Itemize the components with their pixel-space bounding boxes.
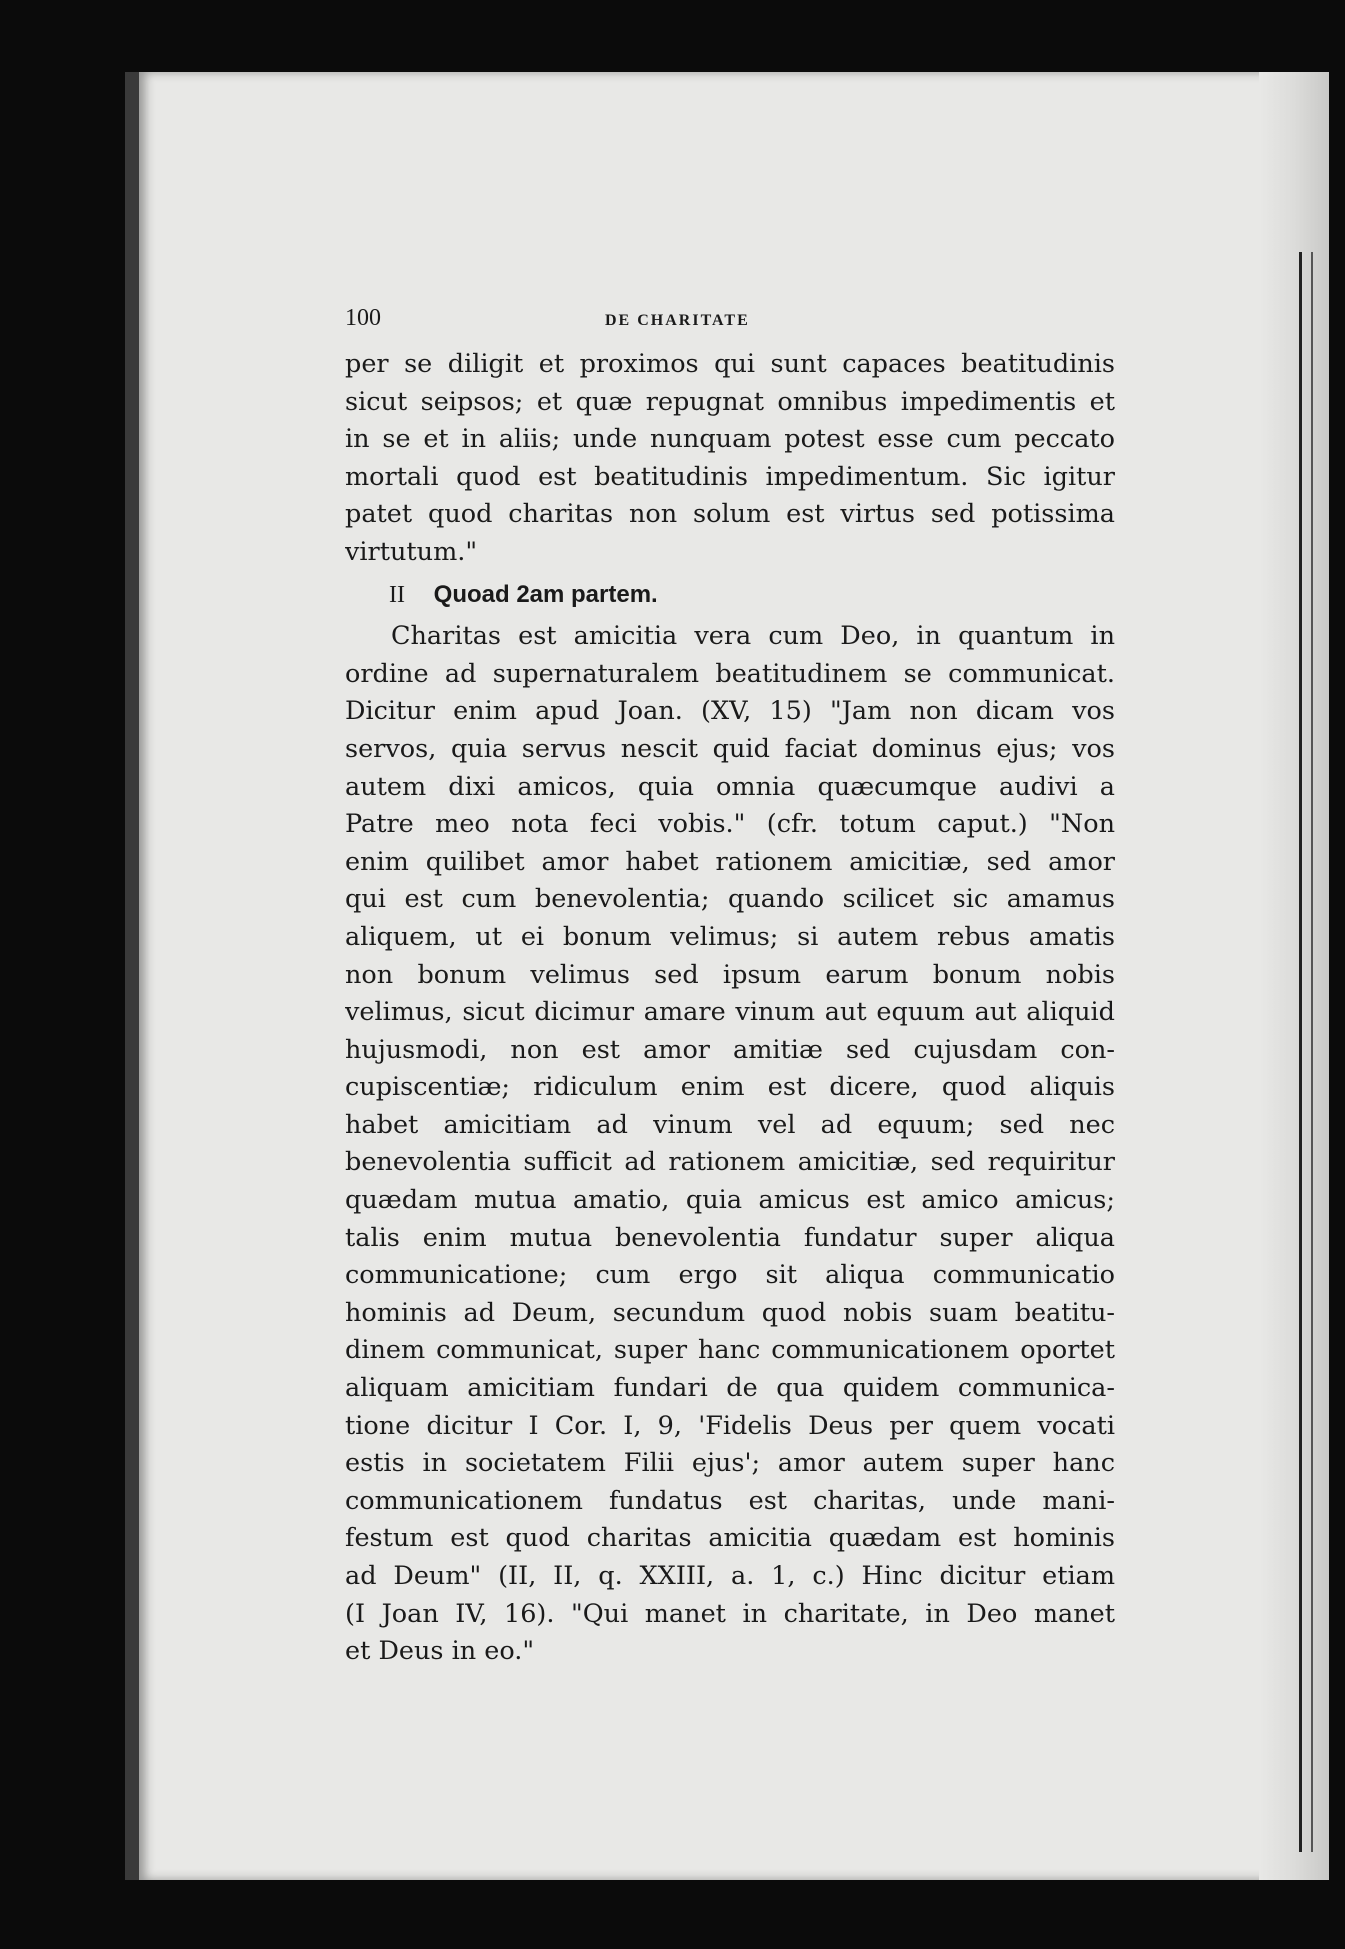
section-heading	[389, 576, 1115, 615]
page-header	[345, 300, 1115, 340]
text-line: communicatione; cum ergo sit aliqua communicatio	[345, 1260, 1115, 1291]
text-line: (I Joan IV, 16). "Qui manet in charitate, in Deo manet	[345, 1598, 1115, 1629]
text-line: benevolentia sufficit ad rationem amicitiæ, sed requiritur	[345, 1147, 1115, 1178]
section-title: Quoad 2am partem.	[433, 580, 658, 608]
text-line: cupiscentiæ; ridiculum enim est dicere, quod aliquis	[345, 1072, 1115, 1103]
paragraph-2	[345, 618, 1115, 1671]
text-line: mortali quod est beatitudinis impedimentum. Sic igitur	[345, 461, 1115, 492]
text-line: aliquam amicitiam fundari de qua quidem communica-	[345, 1373, 1115, 1404]
text-line: sicut seipsos; et quæ repugnat omnibus impedimentis et	[345, 386, 1115, 417]
text-line: velimus, sicut dicimur amare vinum aut equum aut aliquid	[345, 997, 1115, 1028]
text-line: hujusmodi, non est amor amitiæ sed cujusdam con-	[345, 1034, 1115, 1065]
text-line: talis enim mutua benevolentia fundatur super aliqua	[345, 1222, 1115, 1253]
text-line: festum est quod charitas amicitia quædam est hominis	[345, 1523, 1115, 1554]
text-line: servos, quia servus nescit quid faciat dominus ejus; vos	[345, 733, 1115, 764]
text-line: qui est cum benevolentia; quando scilicet sic amamus	[345, 884, 1115, 915]
section-number: II	[389, 581, 405, 608]
text-line: hominis ad Deum, secundum quod nobis suam beatitu-	[345, 1297, 1115, 1328]
text-line: non bonum velimus sed ipsum earum bonum nobis	[345, 959, 1115, 990]
text-block	[345, 300, 1115, 1671]
paragraph-1	[345, 346, 1115, 572]
page-number: 100	[345, 305, 381, 331]
text-line: Dicitur enim apud Joan. (XV, 15) "Jam non dicam vos	[345, 696, 1115, 727]
text-line: ordine ad supernaturalem beatitudinem se communicat.	[345, 658, 1115, 689]
text-line: estis in societatem Filii ejus'; amor autem super hanc	[345, 1448, 1115, 1479]
text-line: in se et in aliis; unde nunquam potest esse cum peccato	[345, 424, 1115, 455]
edge-line	[1299, 252, 1302, 1852]
text-line: virtutum."	[345, 536, 478, 567]
text-line: et Deus in eo."	[345, 1636, 535, 1667]
running-head: DE CHARITATE	[605, 312, 750, 329]
text-line: habet amicitiam ad vinum vel ad equum; sed nec	[345, 1109, 1115, 1140]
text-line: aliquem, ut ei bonum velimus; si autem rebus amatis	[345, 921, 1115, 952]
text-line: per se diligit et proximos qui sunt capaces beatitudinis	[345, 349, 1115, 379]
text-line: autem dixi amicos, quia omnia quæcumque audivi a	[345, 771, 1115, 802]
text-line: patet quod charitas non solum est virtus sed potissima	[345, 499, 1115, 530]
text-line: dinem communicat, super hanc communicationem oportet	[345, 1335, 1115, 1366]
edge-line-secondary	[1311, 252, 1313, 1852]
text-line: tione dicitur I Cor. I, 9, 'Fidelis Deus per quem vocati	[345, 1410, 1115, 1441]
text-line: communicationem fundatus est charitas, unde mani-	[345, 1485, 1115, 1516]
text-line: enim quilibet amor habet rationem amicitiæ, sed amor	[345, 846, 1115, 877]
text-line: Charitas est amicitia vera cum Deo, in quantum in	[391, 621, 1115, 652]
text-line: quædam mutua amatio, quia amicus est amico amicus;	[345, 1185, 1115, 1216]
text-line: Patre meo nota feci vobis." (cfr. totum caput.) "Non	[345, 809, 1115, 840]
page-edge	[1259, 72, 1329, 1880]
text-line: ad Deum" (II, II, q. XXIII, a. 1, c.) Hinc dicitur etiam	[345, 1561, 1115, 1591]
